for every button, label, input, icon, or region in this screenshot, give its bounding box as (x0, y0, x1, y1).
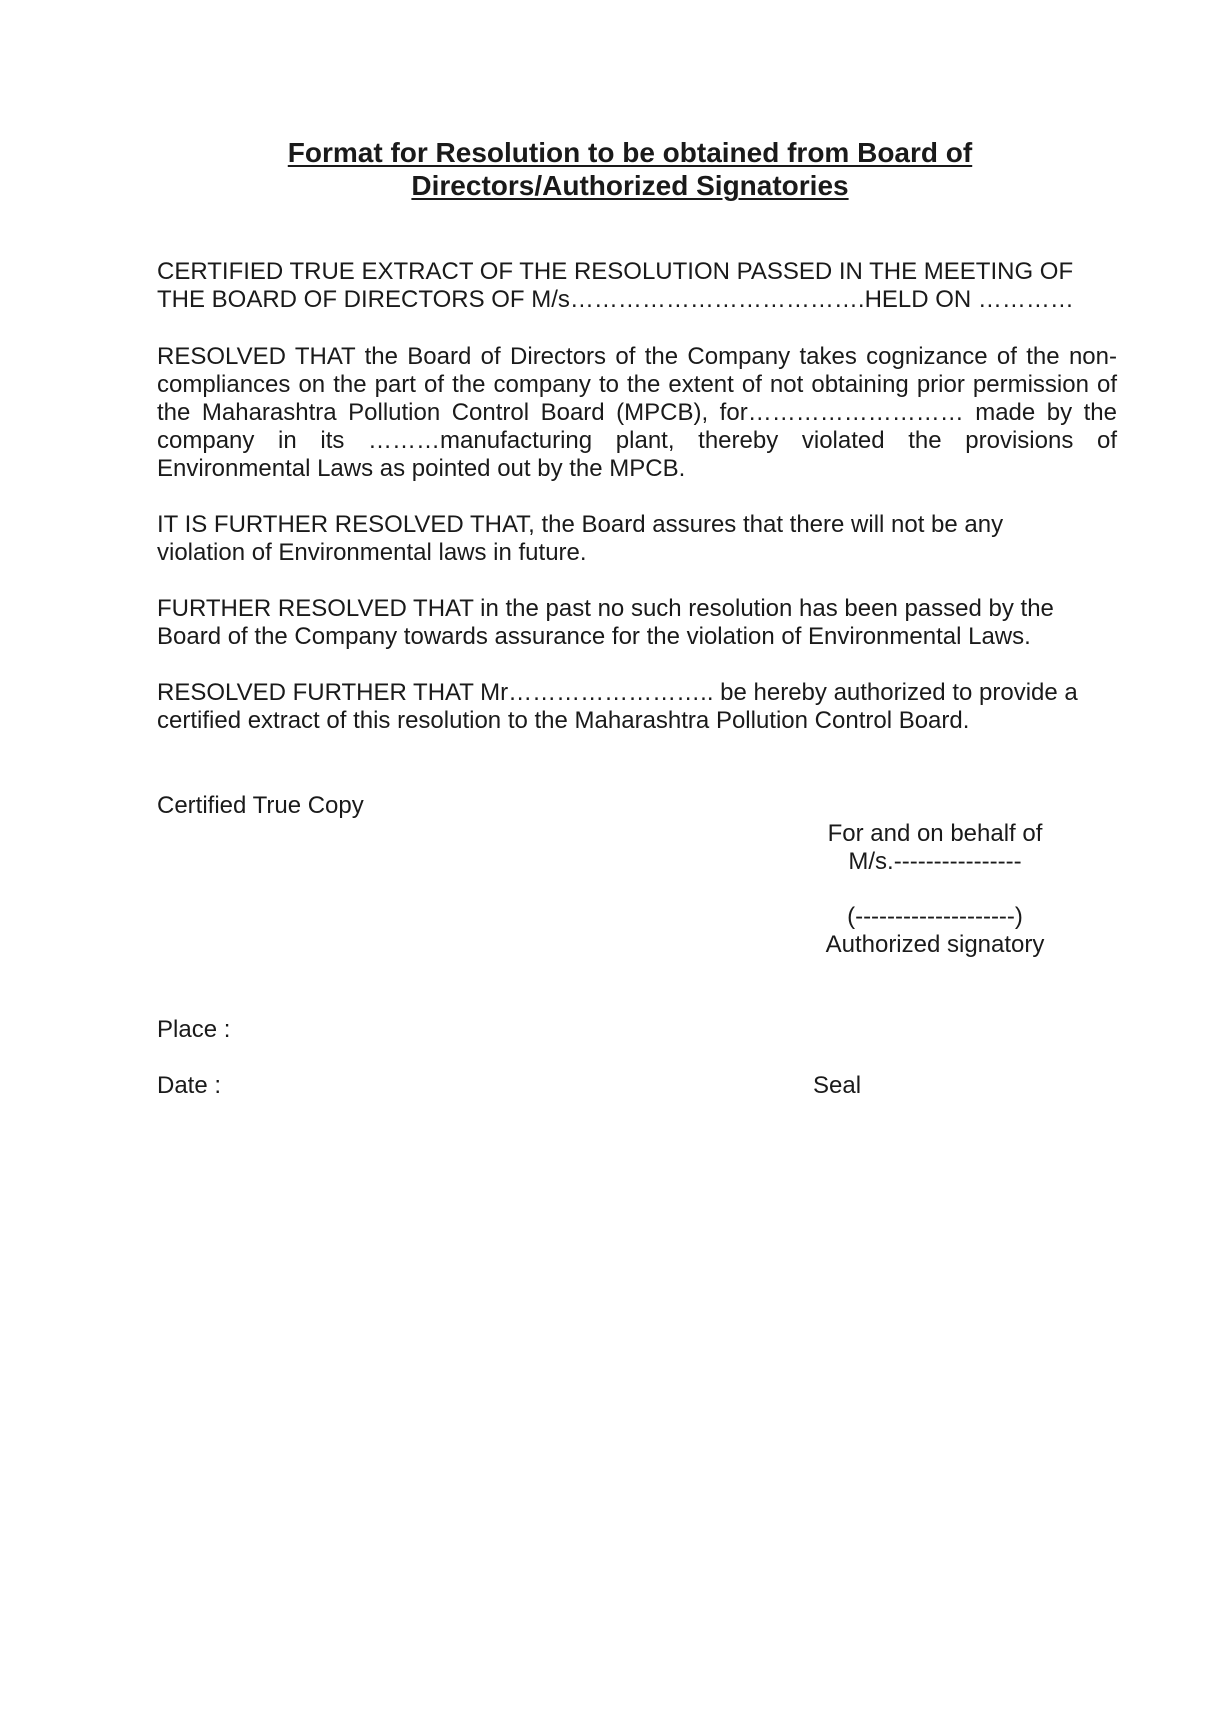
paragraph-line: company in its ………manufacturing plant, thereby violated the provisions of (157, 427, 1117, 454)
behalf-block (800, 820, 1070, 876)
paragraph-line: compliances on the part of the company to the extent of not obtaining prior permission of (157, 371, 1117, 398)
paragraph-line: RESOLVED FURTHER THAT Mr…………………….. be hereby authorized to provide a (157, 679, 1078, 706)
paragraph-line: violation of Environmental laws in future. (157, 539, 587, 566)
signatory-role: Authorized signatory (825, 931, 1045, 958)
paragraph-line: FURTHER RESOLVED THAT in the past no such resolution has been passed by the (157, 595, 1054, 622)
paragraph-further-resolved-assurance (157, 511, 1117, 567)
document-title (200, 136, 1060, 202)
paragraph-line: Board of the Company towards assurance for the violation of Environmental Laws. (157, 623, 1031, 650)
seal-label: Seal (813, 1072, 862, 1099)
title-line-2: Directors/Authorized Signatories (411, 170, 849, 201)
signatory-name-placeholder: (--------------------) (847, 903, 1023, 930)
paragraph-line: THE BOARD OF DIRECTORS OF M/s……………………………….HELD ON ………… (157, 286, 1074, 313)
company-placeholder: M/s.---------------- (848, 848, 1022, 875)
paragraph-authorization (157, 679, 1117, 735)
paragraph-no-past-resolution (157, 595, 1117, 651)
paragraph-certified-extract (157, 258, 1117, 314)
behalf-line: For and on behalf of (827, 820, 1043, 847)
paragraph-line: IT IS FURTHER RESOLVED THAT, the Board assures that there will not be any (157, 511, 1004, 538)
paragraph-line: RESOLVED THAT the Board of Directors of the Company takes cognizance of the non- (157, 343, 1117, 370)
paragraph-line: the Maharashtra Pollution Control Board (MPCB), for……………………… made by the (157, 399, 1117, 426)
title-line-1: Format for Resolution to be obtained from Board of (287, 137, 973, 168)
paragraph-resolved-that (157, 343, 1117, 483)
paragraph-line: CERTIFIED TRUE EXTRACT OF THE RESOLUTION PASSED IN THE MEETING OF (157, 258, 1074, 285)
signatory-block (800, 903, 1070, 959)
certified-true-copy-label: Certified True Copy (157, 792, 364, 819)
place-label: Place : (157, 1016, 231, 1043)
paragraph-line: Environmental Laws as pointed out by the MPCB. (157, 455, 686, 482)
date-label: Date : (157, 1072, 222, 1099)
paragraph-line: certified extract of this resolution to the Maharashtra Pollution Control Board. (157, 707, 970, 734)
